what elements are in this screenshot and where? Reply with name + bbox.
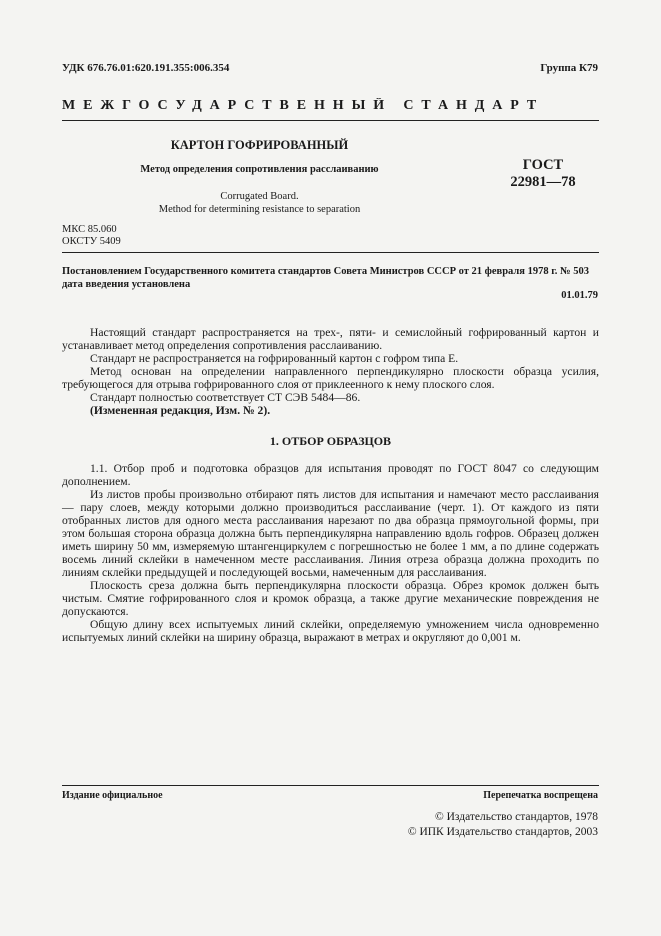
okstu-code: ОКСТУ 5409	[62, 236, 121, 247]
reprint-notice: Перепечатка воспрещена	[483, 790, 598, 801]
section-paragraph: 1.1. Отбор проб и подготовка образцов для испытания проводят по ГОСТ 8047 со следующим дополнением.	[62, 462, 599, 488]
english-title	[62, 190, 457, 216]
document-title: КАРТОН ГОФРИРОВАННЫЙ	[170, 138, 349, 152]
gost-label: ГОСТ	[522, 157, 564, 173]
intro-paragraph: Настоящий стандарт распространяется на трех-, пяти- и семислойный гофрированный картон и устанавливает метод определения сопротивления расслаиванию.	[62, 326, 599, 352]
intro-paragraph: Стандарт не распространяется на гофрированный картон с гофром типа Е.	[90, 352, 459, 365]
section-body	[62, 462, 599, 644]
footer-rule	[62, 785, 599, 786]
mks-code: МКС 85.060	[62, 224, 117, 235]
intro-paragraph: Стандарт полностью соответствует СТ СЭВ 5484—86.	[90, 391, 361, 404]
standard-banner: МЕЖГОСУДАРСТВЕННЫЙ СТАНДАРТ	[62, 98, 545, 113]
intro-paragraph: Метод основан на определении направленного перпендикулярно плоскости образца усилия, требующегося для отрыва гофрированного слоя от приклеенного к нему плоского слоя.	[62, 365, 599, 391]
udk-code: УДК 676.76.01:620.191.355:006.354	[62, 62, 230, 74]
decree-line-1: Постановлением Государственного комитета стандартов Совета Министров СССР от 21 февраля 1978 г. № 503	[62, 266, 589, 277]
amendment-note: (Измененная редакция, Изм. № 2).	[90, 404, 271, 417]
english-title-line-1: Corrugated Board.	[220, 191, 299, 202]
section-paragraph: Из листов пробы произвольно отбирают пять листов для испытания и намечают место расслаивания — пару слоев, между которыми должно производиться расслаивание (черт. 1). От каждого из пяти отобранных листов для одного места расслаивания нарезают по два образца прямоугольной формы, при этом большая сторона образца должна быть перпендикулярна направлению вдоль гофров. Образец должен иметь ширину 50 мм, измеряемую штангенциркулем с погрешностью не более 1 мм, а по длине содержать восемь линий склейки в намеченном месте расслаивания. Линия отреза образца должна проходить по линиям склейки предыдущей и последующей восьми, намеченным для расслаивания.	[62, 488, 599, 579]
document-subtitle: Метод определения сопротивления расслаиванию	[140, 164, 379, 175]
gost-number: 22981—78	[510, 174, 576, 190]
banner-rule	[62, 120, 599, 121]
decree-text	[62, 265, 602, 291]
decree-line-2: дата введения установлена	[62, 279, 191, 290]
section-paragraph: Общую длину всех испытуемых линий склейки, определяемую умножением числа одновременно испытуемых линий склейки на ширину образца, выражают в метрах и округляют до 0,001 м.	[62, 618, 599, 644]
copyright-notice	[408, 810, 598, 840]
section-title: 1. ОТБОР ОБРАЗЦОВ	[269, 434, 392, 448]
english-title-line-2: Method for determining resistance to separation	[158, 204, 361, 215]
intro-block	[62, 326, 599, 417]
group-code: Группа К79	[540, 62, 598, 74]
header-rule	[62, 252, 599, 253]
classification-codes	[62, 224, 121, 248]
section-paragraph: Плоскость среза должна быть перпендикулярна плоскости образца. Обрез кромок должен быть чистым. Смятие гофрированного слоя и кромок образца, а также другие механические повреждения не допускаются.	[62, 579, 599, 618]
copyright-line-1: © Издательство стандартов, 1978	[434, 811, 598, 823]
official-edition: Издание официальное	[62, 790, 163, 801]
effective-date: 01.01.79	[561, 290, 598, 301]
copyright-line-2: © ИПК Издательство стандартов, 2003	[407, 826, 598, 838]
gost-designation	[488, 157, 598, 191]
